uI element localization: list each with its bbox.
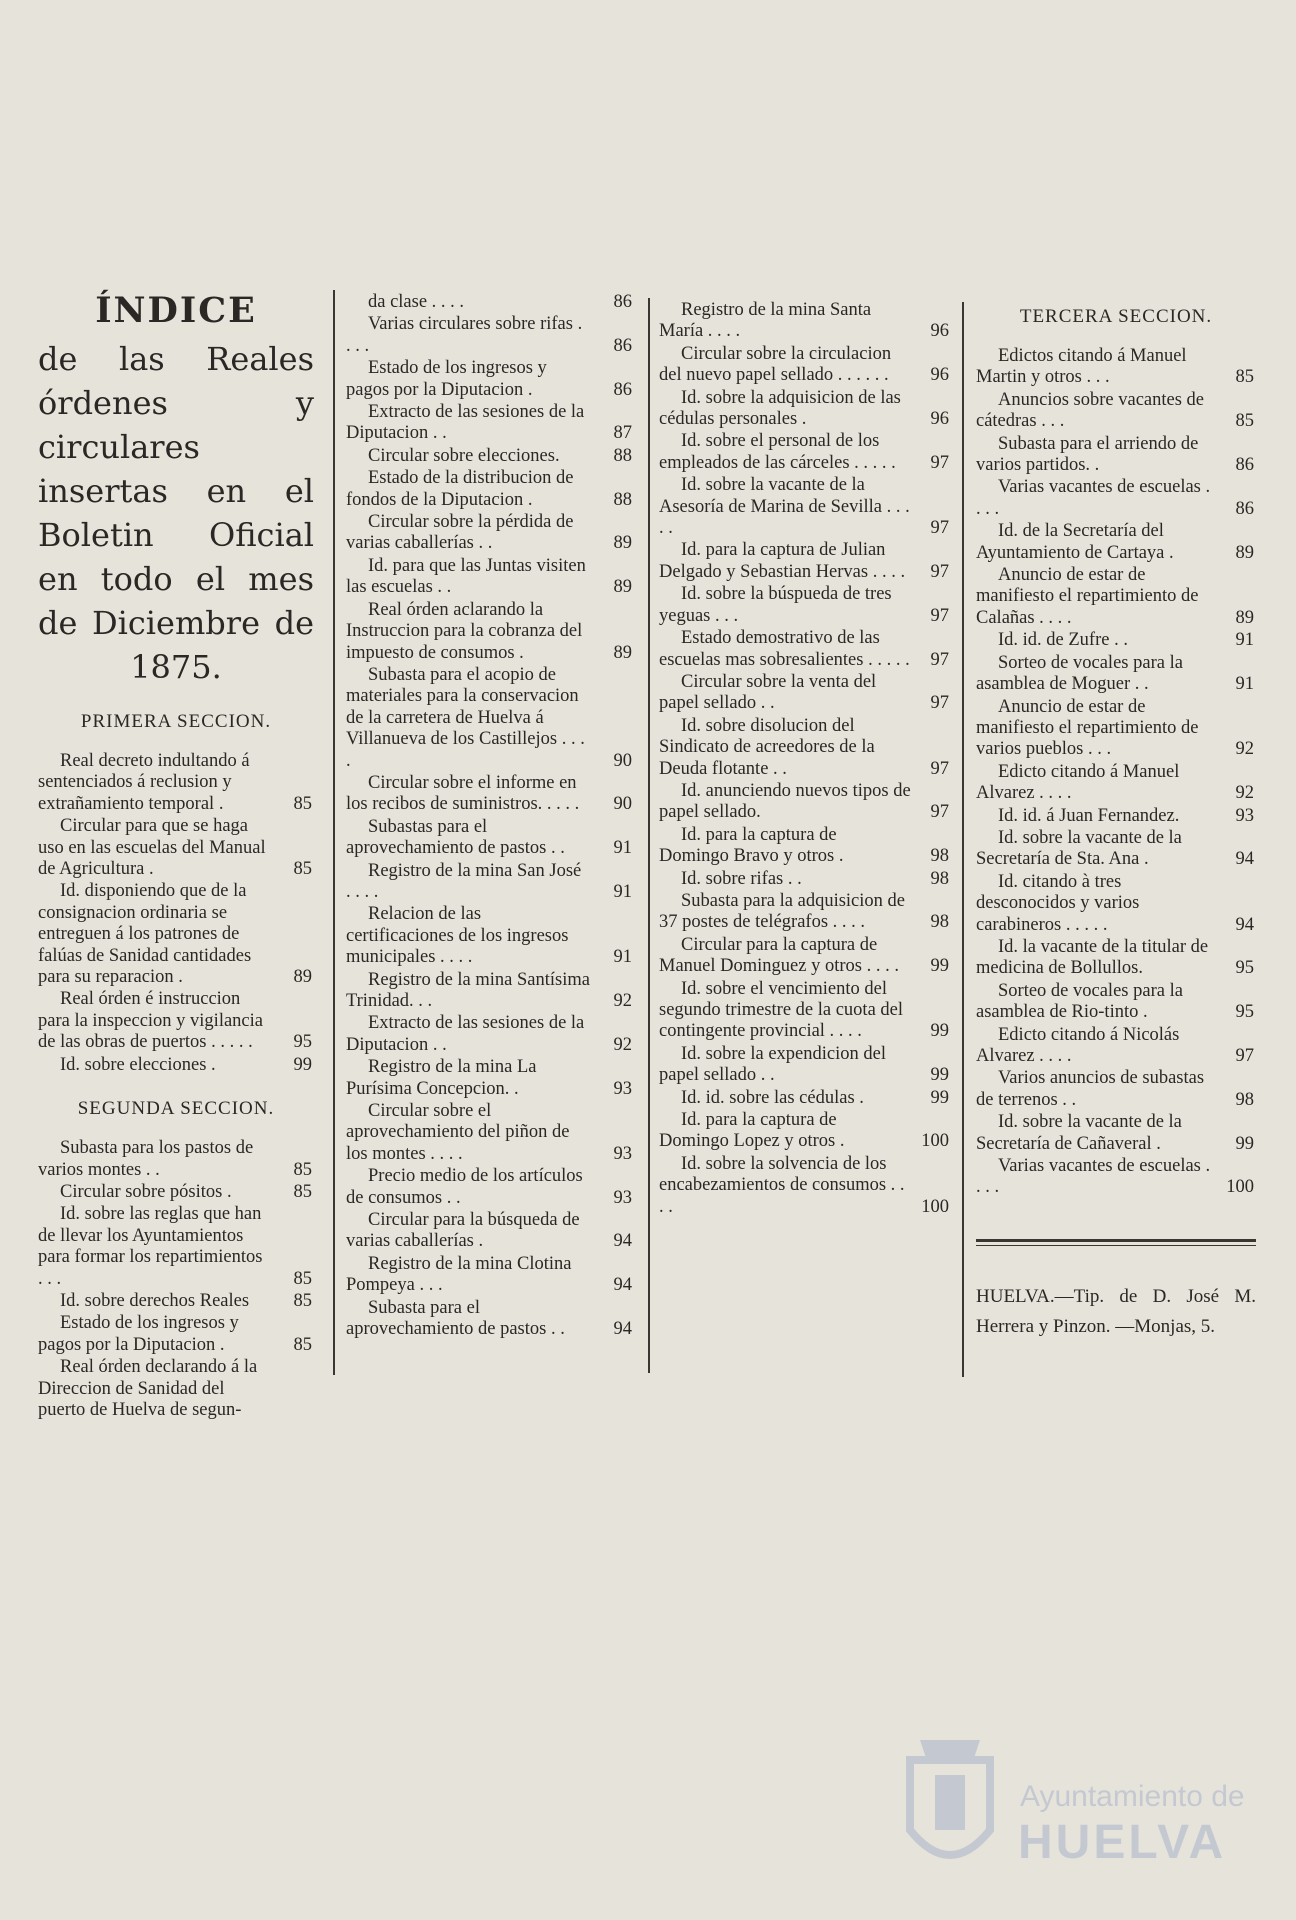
entry-page-number: 97 [930, 802, 949, 823]
entry-text: Varias vacantes de escuelas . . . . [976, 1156, 1211, 1198]
entry-text: Real órden é instruccion para la inspeccion y vigilancia de las obras de puertos . . . . . [38, 989, 263, 1053]
index-entry [659, 935, 951, 978]
index-entry [346, 446, 634, 467]
primera-entries [38, 751, 314, 1076]
index-entry [38, 881, 314, 988]
entry-page-number: 85 [293, 793, 312, 814]
entry-text: Estado demostrativo de las escuelas mas sobresalientes . . . . . [659, 628, 910, 670]
entry-text: Subasta para la adquisicion de 37 postes de telégrafos . . . . [659, 890, 905, 933]
entry-page-number: 97 [930, 693, 949, 714]
index-entry [659, 716, 951, 780]
entry-text: Registro de la mina Santísima Trinidad. . . [346, 969, 590, 1011]
index-entry [346, 1210, 634, 1253]
entry-page-number: 97 [1235, 1046, 1254, 1066]
entry-page-number: 90 [613, 794, 632, 815]
entry-page-number: 85 [1235, 367, 1254, 388]
index-entry [976, 477, 1256, 520]
index-entry [659, 979, 951, 1043]
entry-page-number: 85 [1235, 411, 1254, 432]
index-entry [659, 1044, 951, 1087]
entry-text: Id. sobre la vacante de la Secretaría de Sta. Ana . [976, 827, 1182, 870]
entry-text: Circular sobre la venta del papel sellado . . [659, 671, 877, 714]
index-entry [976, 1156, 1256, 1199]
index-entry [38, 1055, 314, 1076]
entry-text: Edicto citando á Manuel Alvarez . . . . [976, 761, 1180, 804]
entry-page-number: 97 [930, 649, 949, 670]
index-entry [38, 1138, 314, 1181]
entry-text: Real órden declarando á la Direccion de Sanidad del puerto de Huelva de segun- [38, 1357, 258, 1420]
entry-text: Anuncio de estar de manifiesto el repartimiento de Calañas . . . . [976, 565, 1199, 628]
entry-page-number: 89 [1235, 607, 1254, 628]
entry-page-number: 97 [930, 605, 949, 626]
entry-text: Id. sobre rifas . . [681, 868, 802, 889]
segunda-entries-continued-2 [659, 300, 951, 1218]
index-entry [659, 869, 951, 890]
entry-text: Registro de la mina Clotina Pompeya . . . [346, 1253, 572, 1296]
index-entry [346, 1254, 634, 1297]
index-entry [346, 292, 634, 313]
entry-text: Id. la vacante de la titular de medicina de Bollullos. [976, 936, 1209, 979]
entry-text: Extracto de las sesiones de la Diputacion . . [346, 1013, 585, 1055]
index-entry [38, 751, 314, 815]
column-divider-1 [333, 290, 335, 1375]
entry-page-number: 91 [613, 838, 632, 859]
entry-text: Id. id. á Juan Fernandez. [998, 805, 1180, 826]
entry-page-number: 91 [613, 881, 632, 902]
entry-page-number: 94 [613, 1275, 632, 1296]
entry-text: Circular para la captura de Manuel Dominguez y otros . . . . [659, 934, 899, 977]
index-entry [659, 431, 951, 474]
index-entry [976, 653, 1256, 696]
entry-page-number: 92 [1235, 783, 1254, 804]
index-entry [976, 346, 1256, 389]
entry-text: Id. sobre la solvencia de los encabezamientos de consumos . . . . [659, 1153, 905, 1217]
index-entry [346, 314, 634, 357]
ayuntamiento-huelva-watermark [890, 1720, 1270, 1890]
entry-page-number: 91 [1235, 630, 1254, 651]
entry-text: Circular sobre el aprovechamiento del piñon de los montes . . . . [346, 1101, 570, 1164]
entry-page-number: 94 [613, 1231, 632, 1252]
index-subtitle: de las Reales órdenes y circulares insertas en el Boletin Oficial en todo el mes de Diciembre de 1875. [38, 340, 314, 686]
entry-page-number: 92 [613, 991, 632, 1011]
entry-text: Circular para la búsqueda de varias caballerías . [346, 1210, 580, 1252]
index-entry [346, 665, 634, 772]
entry-page-number: 86 [1235, 498, 1254, 519]
index-entry [976, 981, 1256, 1024]
entry-page-number: 99 [1235, 1133, 1254, 1154]
entry-page-number: 93 [613, 1078, 632, 1099]
index-entry [976, 828, 1256, 871]
index-entry [659, 300, 951, 343]
entry-page-number: 87 [613, 423, 632, 444]
entry-page-number: 89 [293, 967, 312, 988]
index-entry [38, 1291, 314, 1312]
entry-text: Edictos citando á Manuel Martin y otros . . . [976, 346, 1187, 388]
entry-page-number: 96 [930, 321, 949, 342]
entry-text: Id. sobre el vencimiento del segundo trimestre de la cuota del contingente provincial . . . . [659, 978, 904, 1042]
imprint-rule [976, 1239, 1256, 1246]
entry-page-number: 90 [613, 750, 632, 771]
entry-page-number: 92 [613, 1034, 632, 1055]
entry-page-number: 99 [930, 956, 949, 977]
entry-text: da clase . . . . [368, 292, 465, 312]
index-entry [976, 806, 1256, 827]
entry-page-number: 89 [613, 533, 632, 554]
entry-text: Id. sobre la expendicion del papel sellado . . [659, 1043, 886, 1086]
index-entry [659, 344, 951, 387]
entry-text: Id. para la captura de Julian Delgado y Sebastian Hervas . . . . [659, 540, 906, 582]
entry-page-number: 96 [930, 409, 949, 430]
entry-page-number: 97 [930, 452, 949, 473]
index-entry [659, 628, 951, 671]
column-3 [659, 300, 951, 1219]
column-4 [976, 306, 1256, 1342]
entry-text: Subasta para el acopio de materiales para la conservacion de la carretera de Huelva á Villanueva de los Castillejos . . . . [346, 664, 585, 771]
coat-of-arms-icon [890, 1720, 1010, 1890]
entry-page-number: 85 [293, 859, 312, 880]
entry-text: Subasta para el arriendo de varios partidos. . [976, 433, 1199, 476]
entry-page-number: 88 [613, 489, 632, 510]
entry-text: Subasta para el aprovechamiento de pastos . . [346, 1297, 565, 1340]
entry-text: Extracto de las sesiones de la Diputacion . . [346, 402, 585, 444]
index-entry [976, 1112, 1256, 1155]
index-entry [976, 872, 1256, 936]
entry-page-number: 86 [1235, 455, 1254, 476]
entry-page-number: 99 [930, 1021, 949, 1042]
entry-text: Id. para la captura de Domingo Lopez y otros . [659, 1110, 845, 1152]
index-entry [38, 1204, 314, 1290]
entry-page-number: 91 [1235, 674, 1254, 695]
entry-text: Estado de los ingresos y pagos por la Diputacion . [38, 1313, 239, 1355]
entry-text: Id. disponiendo que de la consignacion ordinaria se entreguen á los patrones de falúas de Sanidad cantidades para su reparacion . [38, 881, 252, 988]
index-entry [38, 989, 314, 1053]
index-entry [976, 1025, 1256, 1068]
entry-text: Estado de la distribucion de fondos de la Diputacion . [346, 468, 574, 510]
entry-text: Id. sobre el personal de los empleados de las cárceles . . . . . [659, 431, 896, 473]
entry-page-number: 97 [930, 758, 949, 779]
entry-text: Id. sobre la búspueda de tres yeguas . . . [659, 584, 892, 626]
index-entry [659, 672, 951, 715]
entry-text: Circular sobre elecciones. [368, 445, 560, 466]
entry-page-number: 100 [921, 1196, 949, 1217]
entry-text: Circular sobre pósitos . [60, 1181, 232, 1202]
entry-text: Precio medio de los artículos de consumos . . [346, 1166, 583, 1208]
entry-text: Subastas para el aprovechamiento de pastos . . [346, 816, 565, 859]
entry-text: Circular sobre el informe en los recibos de suministros. . . . . [346, 772, 580, 815]
column-2 [346, 292, 634, 1342]
index-entry [976, 434, 1256, 477]
entry-page-number: 93 [613, 1143, 632, 1164]
section-tercera-heading: TERCERA SECCION. [1019, 306, 1213, 327]
column-divider-2 [648, 298, 650, 1373]
index-entry [976, 630, 1256, 651]
entry-text: Id. sobre elecciones . [60, 1054, 216, 1075]
entry-page-number: 98 [930, 912, 949, 933]
entry-page-number: 89 [613, 642, 632, 663]
printer-imprint: HUELVA.—Tip. de D. José M. Herrera y Pinzon. —Monjas, 5. [976, 1285, 1256, 1337]
index-entry [38, 1357, 314, 1421]
entry-text: Id. sobre disolucion del Sindicato de acreedores de la Deuda flotante . . [659, 715, 875, 779]
index-entry [346, 861, 634, 904]
entry-text: Id. citando à tres desconocidos y varios carabineros . . . . . [976, 871, 1140, 935]
index-entry [659, 1154, 951, 1218]
index-entry [976, 762, 1256, 805]
entry-text: Id. id. sobre las cédulas . [681, 1087, 864, 1108]
entry-text: Circular para que se haga uso en las escuelas del Manual de Agricultura . [38, 816, 266, 880]
index-entry [659, 1110, 951, 1153]
entry-text: Anuncios sobre vacantes de cátedras . . . [976, 389, 1205, 432]
index-entry [346, 970, 634, 1013]
entry-page-number: 85 [293, 1334, 312, 1355]
entry-text: Edicto citando á Nicolás Alvarez . . . . [976, 1024, 1180, 1066]
entry-text: Circular sobre la circulacion del nuevo papel sellado . . . . . . [659, 343, 892, 386]
entry-text: Real decreto indultando á sentenciados á reclusion y extrañamiento temporal . [38, 751, 250, 814]
entry-page-number: 89 [613, 577, 632, 598]
index-entry [659, 781, 951, 824]
entry-text: Relacion de las certificaciones de los ingresos municipales . . . . [346, 904, 569, 968]
entry-page-number: 94 [1235, 849, 1254, 870]
entry-page-number: 86 [613, 292, 632, 312]
entry-page-number: 97 [930, 561, 949, 582]
segunda-entries [38, 1138, 314, 1421]
index-entry [659, 540, 951, 583]
entry-page-number: 85 [293, 1290, 312, 1311]
entry-page-number: 86 [613, 335, 632, 356]
index-entry [38, 1182, 314, 1203]
entry-page-number: 94 [613, 1319, 632, 1340]
entry-text: Real órden aclarando la Instruccion para la cobranza del impuesto de consumos . [346, 599, 583, 663]
watermark-line-1: Ayuntamiento de [1020, 1780, 1245, 1813]
index-entry [346, 556, 634, 599]
entry-text: Varios anuncios de subastas de terrenos . . [976, 1068, 1205, 1110]
index-entry [346, 904, 634, 968]
index-entry [38, 1313, 314, 1356]
entry-page-number: 95 [293, 1032, 312, 1053]
entry-text: Anuncio de estar de manifiesto el repartimiento de varios pueblos . . . [976, 696, 1199, 760]
entry-page-number: 93 [613, 1187, 632, 1208]
entry-text: Id. sobre la vacante de la Asesoría de Marina de Sevilla . . . . . [659, 475, 910, 539]
index-entry [659, 388, 951, 431]
index-entry [976, 1068, 1256, 1111]
section-primera-heading: PRIMERA SECCION. [80, 711, 272, 732]
entry-page-number: 97 [930, 518, 949, 539]
entry-page-number: 95 [1235, 1002, 1254, 1023]
entry-text: Id. sobre las reglas que han de llevar los Ayuntamientos para formar los repartimientos . . . [38, 1204, 263, 1289]
index-entry [659, 825, 951, 868]
entry-text: Id. de la Secretaría del Ayuntamiento de Cartaya . [976, 521, 1174, 563]
entry-page-number: 89 [1235, 542, 1254, 563]
entry-text: Varias vacantes de escuelas . . . . [976, 477, 1211, 519]
entry-page-number: 98 [1235, 1089, 1254, 1110]
entry-page-number: 100 [921, 1131, 949, 1152]
index-entry [346, 358, 634, 401]
entry-text: Circular sobre la pérdida de varias caballerías . . [346, 512, 574, 554]
index-entry [976, 697, 1256, 761]
index-entry [659, 584, 951, 627]
entry-page-number: 99 [930, 1087, 949, 1108]
entry-page-number: 85 [293, 1159, 312, 1180]
entry-page-number: 91 [613, 947, 632, 968]
entry-text: Registro de la mina La Purísima Concepcion. . [346, 1057, 537, 1099]
entry-page-number: 99 [930, 1065, 949, 1086]
index-entry [346, 773, 634, 816]
index-entry [976, 521, 1256, 564]
entry-page-number: 99 [293, 1054, 312, 1075]
index-entry [976, 565, 1256, 629]
index-title: ÍNDICE [95, 290, 257, 331]
index-entry [346, 1166, 634, 1209]
entry-page-number: 85 [293, 1268, 312, 1289]
entry-page-number: 98 [930, 846, 949, 867]
entry-page-number: 94 [1235, 914, 1254, 935]
index-entry [38, 816, 314, 880]
entry-text: Registro de la mina Santa María . . . . [659, 300, 872, 342]
entry-text: Sorteo de vocales para la asamblea de Rio-tinto . [976, 980, 1183, 1023]
entry-page-number: 96 [930, 365, 949, 386]
entry-page-number: 85 [293, 1181, 312, 1202]
entry-page-number: 100 [1226, 1177, 1254, 1198]
entry-page-number: 95 [1235, 958, 1254, 979]
entry-text: Id. para que las Juntas visiten las escuelas . . [346, 555, 586, 598]
entry-text: Sorteo de vocales para la asamblea de Moguer . . [976, 652, 1183, 695]
entry-text: Id. id. de Zufre . . [998, 630, 1128, 651]
column-1 [38, 290, 314, 1422]
index-entry [346, 512, 634, 555]
entry-text: Id. sobre la vacante de la Secretaría de Cañaveral . [976, 1112, 1182, 1154]
section-segunda-heading: SEGUNDA SECCION. [77, 1098, 275, 1120]
index-entry [976, 390, 1256, 433]
entry-text: Id. sobre la adquisicion de las cédulas personales . [659, 387, 901, 430]
segunda-entries-continued [346, 292, 634, 1341]
entry-text: Registro de la mina San José . . . . [346, 860, 582, 902]
entry-text: Id. sobre derechos Reales [60, 1290, 250, 1311]
entry-page-number: 92 [1235, 739, 1254, 760]
index-entry [659, 1088, 951, 1109]
column-divider-3 [962, 302, 964, 1377]
index-entry [346, 402, 634, 445]
index-entry [659, 475, 951, 539]
tercera-entries [976, 346, 1256, 1199]
index-entry [346, 1298, 634, 1341]
entry-text: Id. para la captura de Domingo Bravo y otros . [659, 824, 844, 867]
index-entry [346, 817, 634, 860]
index-entry [346, 1057, 634, 1100]
entry-page-number: 93 [1235, 805, 1254, 826]
watermark-line-2: HUELVA [1018, 1816, 1227, 1869]
entry-text: Varias circulares sobre rifas . . . . [346, 314, 583, 356]
entry-text: Id. anunciendo nuevos tipos de papel sellado. [659, 780, 911, 823]
index-entry [346, 1101, 634, 1165]
index-entry [659, 891, 951, 934]
index-entry [346, 600, 634, 664]
entry-text: Subasta para los pastos de varios montes . . [38, 1138, 254, 1180]
entry-page-number: 86 [613, 379, 632, 400]
index-entry [976, 937, 1256, 980]
entry-text: Estado de los ingresos y pagos por la Diputacion . [346, 358, 547, 400]
index-entry [346, 1013, 634, 1056]
entry-page-number: 98 [930, 868, 949, 889]
index-entry [346, 468, 634, 511]
entry-page-number: 88 [613, 445, 632, 466]
